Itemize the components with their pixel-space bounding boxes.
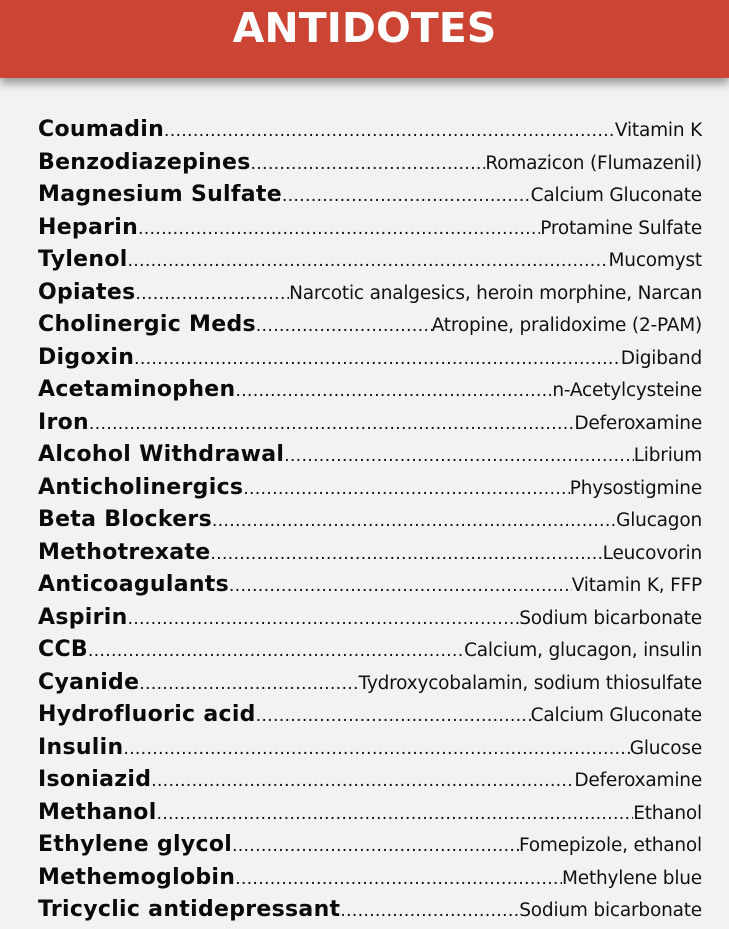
drug-name: Digoxin — [38, 344, 135, 370]
antidote-name: Vitamin K, FFP — [571, 575, 702, 596]
drug-name: Insulin — [38, 734, 124, 760]
dot-leader — [164, 115, 615, 147]
antidote-name: Deferoxamine — [574, 412, 702, 434]
dot-leader — [134, 343, 621, 375]
drug-name: Beta Blockers — [38, 507, 212, 532]
antidote-name: Leucovorin — [602, 542, 702, 564]
dot-leader — [210, 538, 602, 570]
antidote-name: Digiband — [620, 347, 702, 369]
dot-leader — [236, 375, 553, 407]
list-item — [38, 342, 702, 375]
dot-leader — [151, 765, 574, 797]
antidote-name: Librium — [633, 445, 702, 466]
drug-name: Cyanide — [38, 669, 140, 695]
list-item — [38, 862, 702, 895]
list-item — [38, 667, 702, 700]
antidote-name: Sodium bicarbonate — [519, 900, 702, 921]
drug-name: Cholinergic Meds — [38, 312, 256, 337]
antidote-name: Protamine Sulfate — [540, 217, 702, 239]
antidote-name: Calcium, glucagon, insulin — [464, 640, 702, 661]
dot-leader — [138, 213, 540, 245]
title-banner — [0, 0, 729, 78]
drug-name: Aspirin — [38, 604, 128, 630]
dot-leader — [235, 863, 562, 895]
drug-name: Methanol — [38, 799, 157, 825]
dot-leader — [284, 440, 633, 472]
antidote-name: Glucose — [629, 737, 702, 759]
list-item — [38, 179, 702, 212]
list-item — [38, 699, 702, 732]
list-item — [38, 472, 702, 505]
list-item — [38, 537, 702, 570]
antidote-name: Mucomyst — [608, 250, 702, 271]
antidote-name: Calcium Gluconate — [530, 705, 702, 726]
list-item — [38, 244, 702, 277]
dot-leader — [89, 408, 574, 440]
list-item — [38, 894, 702, 927]
list-item — [38, 147, 702, 180]
list-item — [38, 764, 702, 797]
dot-leader — [243, 473, 569, 505]
list-item — [38, 829, 702, 862]
dot-leader — [157, 798, 634, 830]
drug-name: Heparin — [38, 214, 139, 240]
dot-leader — [232, 830, 519, 862]
drug-name: Anticholinergics — [38, 474, 244, 500]
dot-leader — [128, 245, 609, 277]
dot-leader — [256, 700, 531, 732]
antidote-name: Tydroxycobalamin, sodium thiosulfate — [358, 672, 702, 694]
drug-name: Anticoagulants — [38, 572, 230, 597]
antidote-name: Ethanol — [633, 802, 702, 824]
antidote-name: Glucagon — [616, 510, 702, 531]
drug-name: Iron — [38, 409, 90, 435]
list-item — [38, 114, 702, 147]
list-item — [38, 732, 702, 765]
list-item — [38, 407, 702, 440]
dot-leader — [229, 570, 572, 602]
antidote-name: Romazicon (Flumazenil) — [485, 152, 702, 174]
list-item — [38, 309, 702, 342]
page-title: ANTIDOTES — [232, 4, 497, 52]
drug-name: Acetaminophen — [38, 377, 236, 402]
antidote-name: Fomepizole, ethanol — [519, 835, 702, 856]
antidote-name: Atropine, pralidoxime (2-PAM) — [431, 315, 702, 336]
dot-leader — [128, 603, 520, 635]
dot-leader — [282, 180, 531, 212]
list-item — [38, 277, 702, 310]
list-item — [38, 569, 702, 602]
list-item — [38, 504, 702, 537]
list-item — [38, 797, 702, 830]
drug-name: Opiates — [38, 279, 136, 305]
antidote-name: Physostigmine — [569, 477, 702, 499]
dot-leader — [139, 668, 358, 700]
antidote-name: Vitamin K — [614, 120, 702, 141]
drug-name: Tylenol — [38, 247, 128, 272]
antidote-name: n-Acetylcysteine — [552, 380, 702, 401]
list-item — [38, 212, 702, 245]
drug-name: Tricyclic antidepressant — [38, 897, 341, 922]
antidote-name: Deferoxamine — [574, 770, 702, 791]
drug-name: CCB — [38, 637, 88, 662]
antidote-name: Calcium Gluconate — [530, 185, 702, 206]
dot-leader — [256, 310, 432, 342]
drug-name: Isoniazid — [38, 767, 152, 792]
drug-name: Hydrofluoric acid — [38, 702, 256, 727]
drug-name: Coumadin — [38, 117, 165, 142]
antidote-name: Methylene blue — [562, 867, 702, 889]
dot-leader — [340, 895, 519, 927]
drug-name: Benzodiazepines — [38, 149, 251, 175]
drug-name: Magnesium Sulfate — [38, 182, 282, 207]
antidote-name: Sodium bicarbonate — [519, 607, 702, 629]
list-item — [38, 374, 702, 407]
drug-name: Alcohol Withdrawal — [38, 442, 285, 467]
list-item — [38, 602, 702, 635]
list-item — [38, 439, 702, 472]
dot-leader — [123, 733, 629, 765]
dot-leader — [251, 148, 486, 180]
list-item — [38, 634, 702, 667]
dot-leader — [135, 278, 289, 310]
drug-name: Ethylene glycol — [38, 832, 233, 857]
drug-name: Methotrexate — [38, 539, 211, 565]
dot-leader — [212, 505, 616, 537]
antidote-list — [38, 114, 702, 927]
drug-name: Methemoglobin — [38, 864, 236, 890]
antidote-name: Narcotic analgesics, heroin morphine, Narcan — [289, 282, 702, 304]
dot-leader — [88, 635, 464, 667]
